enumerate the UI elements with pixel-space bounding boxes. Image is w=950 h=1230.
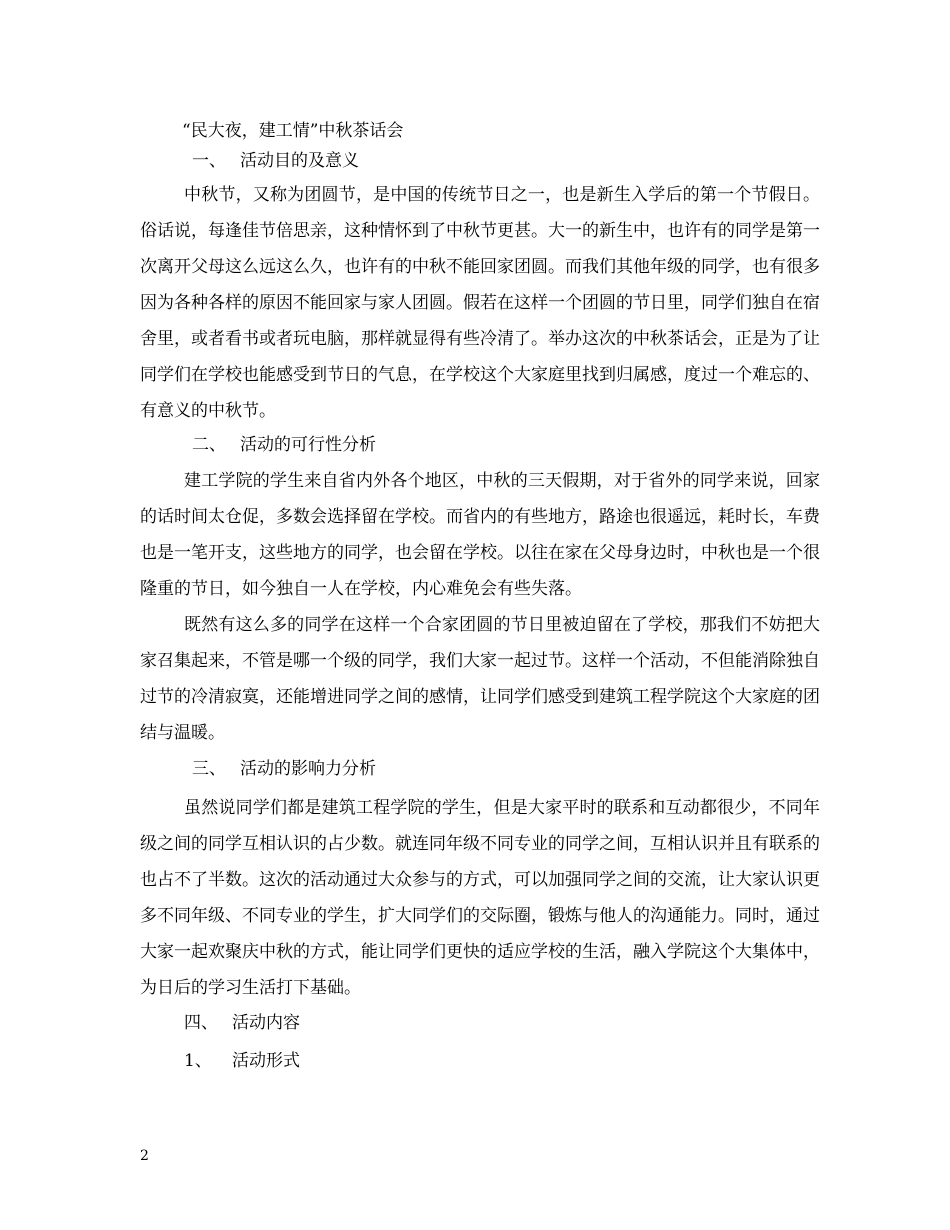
subsection-number-1: 1、 [184, 1051, 212, 1071]
section-number-1: 一、 [192, 151, 226, 171]
paragraph-influence: 虽然说同学们都是建筑工程学院的学生，但是大家平时的联系和互动都很少，不同年级之间的同学互相认识的占少数。就连同年级不同专业的同学之间，互相认识并且有联系的也占不了半数。这次的活动通过大众参与的方式，可以加强同学之间的交流，让大家认识更多不同年级、不同专业的学生，扩大同学们的交际圈，锻炼与他人的沟通能力。同时，通过大家一起欢聚庆中秋的方式，能让同学们更快的适应学校的生活，融入学院这个大集体中，为日后的学习生活打下基础。 [140, 798, 820, 998]
section-heading-1 [192, 146, 820, 177]
section-title-3: 活动的影响力分析 [240, 759, 376, 779]
paragraph-feasibility-1: 建工学院的学生来自省内外各个地区，中秋的三天假期，对于省外的同学来说，回家的话时间太仓促，多数会选择留在学校。而省内的有些地方，路途也很遥远，耗时长，车费也是一笔开支，这些地方的同学，也会留在学校。以往在家在父母身边时，中秋也是一个很隆重的节日，如今独自一人在学校，内心难免会有些失落。 [140, 471, 820, 599]
paragraph-purpose: 中秋节，又称为团圆节，是中国的传统节日之一，也是新生入学后的第一个节假日。俗话说，每逢佳节倍思亲，这种情怀到了中秋节更甚。大一的新生中，也许有的同学是第一次离开父母这么远这么久，也许有的中秋不能回家团圆。而我们其他年级的同学，也有很多因为各种各样的原因不能回家与家人团圆。假若在这样一个团圆的节日里，同学们独自在宿舍里，或者看书或者玩电脑，那样就显得有些冷清了。举办这次的中秋茶话会，正是为了让同学们在学校也能感受到节日的气息，在学校这个大家庭里找到归属感，度过一个难忘的、有意义的中秋节。 [140, 185, 820, 421]
section-title-4: 活动内容 [232, 1013, 300, 1033]
section-heading-2 [192, 430, 820, 463]
section-number-3: 三、 [192, 759, 226, 779]
document-body [140, 116, 820, 1082]
section-number-4: 四、 [184, 1013, 218, 1033]
page-number: 2 [140, 1148, 149, 1164]
section-heading-4 [184, 1008, 820, 1046]
section-number-2: 二、 [192, 435, 226, 455]
document-title: “民大夜，建工情”中秋茶话会 [182, 121, 404, 141]
section-heading-3 [192, 754, 820, 790]
paragraph-feasibility-2: 既然有这么多的同学在这样一个合家团圆的节日里被迫留在了学校，那我们不妨把大家召集起来，不管是哪一个级的同学，我们大家一起过节。这样一个活动，不但能消除独自过节的冷清寂寞，还能增进同学之间的感情，让同学们感受到建筑工程学院这个大家庭的团结与温暖。 [140, 615, 820, 743]
subsection-heading-1 [184, 1046, 820, 1082]
subsection-title-1: 活动形式 [232, 1051, 300, 1071]
section-title-1: 活动目的及意义 [240, 151, 359, 171]
section-title-2: 活动的可行性分析 [240, 435, 376, 455]
